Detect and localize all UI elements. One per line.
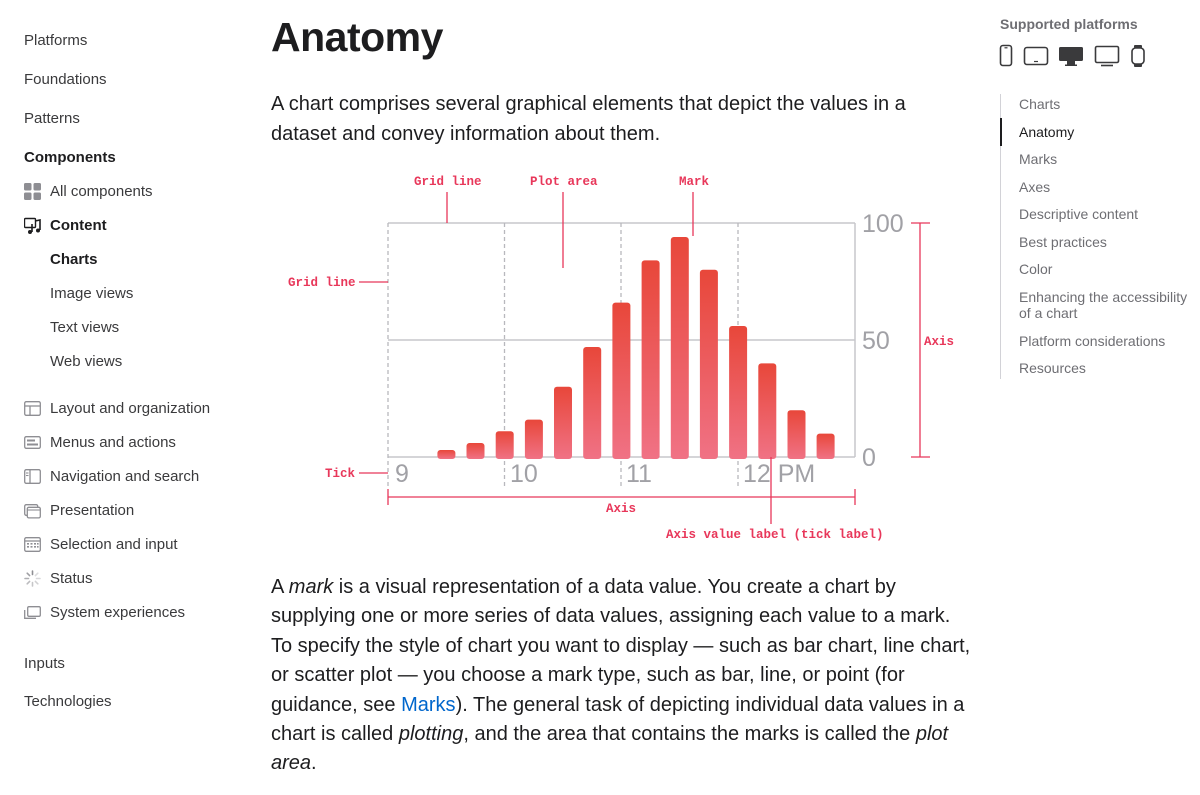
- sidebar-item-web-views[interactable]: Web views: [50, 353, 123, 370]
- sidebar-item-layout[interactable]: [24, 397, 210, 419]
- sidebar-item-label: Navigation and search: [50, 467, 200, 485]
- para-emphasis: mark: [288, 576, 334, 598]
- toc-item-platform-considerations[interactable]: Platform considerations: [1019, 332, 1166, 349]
- sidebar-nav: [0, 0, 250, 795]
- sidebar-item-technologies[interactable]: Technologies: [24, 693, 112, 710]
- toc-item-color[interactable]: Color: [1019, 261, 1053, 277]
- toc-item-accessibility[interactable]: Enhancing the accessibility of a chart: [1019, 288, 1188, 321]
- sidebar-item-label: All components: [50, 182, 153, 200]
- sidebar-item-label: Content: [50, 216, 107, 234]
- calendar-icon: [24, 536, 41, 553]
- media-icon: [24, 217, 41, 234]
- chart-bar: [467, 443, 485, 459]
- sidebar-icon: [24, 468, 41, 485]
- sidebar-item-menus[interactable]: [24, 431, 176, 453]
- sidebar-item-inputs[interactable]: Inputs: [24, 655, 65, 672]
- intro-paragraph: A chart comprises several graphical elements that depict the values in a dataset and convey information about them.: [271, 93, 906, 145]
- sidebar-item-system-experiences[interactable]: [24, 601, 185, 623]
- sidebar-item-components[interactable]: Components: [24, 149, 116, 166]
- sidebar-item-label: Status: [50, 569, 93, 587]
- x-tick-label: 11: [626, 460, 652, 488]
- grid-line-annotation: Grid line: [414, 175, 482, 189]
- chart-bar: [817, 434, 835, 459]
- chart-bar: [496, 431, 514, 459]
- y-tick-label: 100: [862, 210, 904, 238]
- iphone-icon[interactable]: [998, 44, 1014, 68]
- chart-bar: [612, 303, 630, 459]
- sidebar-item-label: Presentation: [50, 501, 135, 519]
- axis-right-annotation: Axis: [924, 335, 955, 349]
- tick-annotation: Tick: [325, 467, 356, 481]
- sidebar-item-charts[interactable]: Charts: [50, 251, 98, 268]
- grid-line-left-annotation: Grid line: [288, 276, 356, 290]
- para-emphasis: plotting: [398, 723, 464, 746]
- toc-item-best-practices[interactable]: Best practices: [1019, 233, 1107, 250]
- sidebar-item-all-components[interactable]: [24, 180, 153, 202]
- chart-bar: [788, 410, 806, 459]
- chart-bar: [729, 326, 747, 459]
- mark-annotation: Mark: [679, 175, 710, 189]
- sidebar-item-label: System experiences: [50, 603, 186, 621]
- x-tick-label: 10: [510, 460, 538, 488]
- sidebar-item-foundations[interactable]: Foundations: [24, 71, 107, 88]
- sidebar-item-content[interactable]: [24, 214, 107, 236]
- y-tick-label: 0: [862, 444, 876, 472]
- sidebar-item-navigation[interactable]: [24, 465, 199, 487]
- chart-bar: [758, 363, 776, 459]
- mark-definition-paragraph: [271, 573, 971, 779]
- sidebar-item-patterns[interactable]: Patterns: [24, 110, 80, 127]
- chart-bar: [671, 237, 689, 459]
- chart-bar: [642, 260, 660, 459]
- sidebar-item-presentation[interactable]: [24, 499, 134, 521]
- page-title: Anatomy: [271, 14, 443, 60]
- toc-item-anatomy[interactable]: Anatomy: [1001, 124, 1190, 141]
- table-of-contents: [1000, 94, 1190, 379]
- sidebar-item-label: Menus and actions: [50, 433, 176, 451]
- sidebar-item-selection[interactable]: [24, 533, 178, 555]
- watch-icon[interactable]: [1130, 44, 1146, 68]
- grid-icon: [24, 183, 41, 200]
- supported-platforms-title: Supported platforms: [1000, 16, 1138, 32]
- para-emphasis: plot area: [271, 723, 949, 775]
- sidebar-item-platforms[interactable]: Platforms: [24, 32, 88, 49]
- para-text: ). The general task of depicting individual data values in a chart is called: [271, 693, 965, 746]
- chart-bar: [554, 387, 572, 459]
- spinner-icon: [24, 570, 41, 587]
- axis-bottom-annotation: Axis: [606, 502, 637, 516]
- para-text: is a visual representation of a data value. You create a chart by supplying one or more series of data values, assigning each value to a mark. To specify the style of chart you want to display — such as bar chart, line chart, or scatter plot — you choose a mark type, such as bar, line, or point (for guidance, see: [271, 576, 971, 716]
- toc-item-axes[interactable]: Axes: [1019, 178, 1051, 195]
- sidebar-item-status[interactable]: [24, 567, 93, 589]
- toc-item-charts[interactable]: Charts: [1019, 96, 1061, 112]
- layout-icon: [24, 400, 41, 417]
- sidebar-item-label: Selection and input: [50, 535, 178, 553]
- chart-bar: [525, 420, 543, 459]
- y-tick-label: 50: [862, 327, 890, 355]
- ipad-icon[interactable]: [1023, 44, 1049, 68]
- para-text: A: [271, 576, 289, 598]
- para-text: , and the area that contains the marks is called the: [463, 723, 916, 746]
- chart-bar: [583, 347, 601, 459]
- para-text: .: [311, 752, 317, 775]
- bar-series: [437, 237, 834, 459]
- menu-icon: [24, 434, 41, 451]
- widgets-icon: [24, 604, 41, 621]
- plot-area-annotation: Plot area: [530, 175, 598, 189]
- toc-item-marks[interactable]: Marks: [1019, 151, 1058, 167]
- chart-bar: [437, 450, 455, 459]
- chart-bar: [700, 270, 718, 459]
- x-tick-label: 9: [395, 460, 409, 488]
- toc-item-resources[interactable]: Resources: [1019, 360, 1086, 376]
- tv-icon[interactable]: [1094, 44, 1120, 68]
- sidebar-item-image-views[interactable]: Image views: [50, 285, 134, 302]
- axis-value-label-annotation: Axis value label (tick label): [666, 528, 884, 542]
- marks-link[interactable]: Marks: [401, 693, 456, 716]
- toc-item-descriptive-content[interactable]: Descriptive content: [1019, 206, 1139, 222]
- sidebar-item-label: Layout and organization: [50, 399, 211, 417]
- mac-icon[interactable]: [1058, 44, 1084, 68]
- x-tick-label: 12 PM: [743, 460, 816, 488]
- presentation-icon: [24, 502, 41, 519]
- sidebar-item-text-views[interactable]: Text views: [50, 319, 120, 336]
